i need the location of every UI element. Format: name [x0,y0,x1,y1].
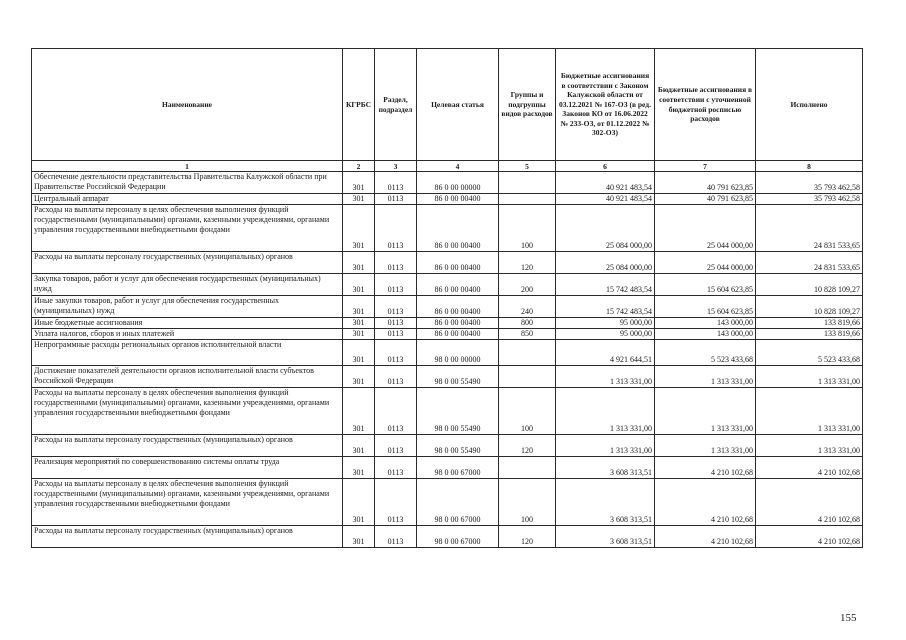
table-cell-group: 200 [499,274,556,296]
table-cell-kgrbs: 301 [343,205,375,252]
table-cell-executed: 133 819,66 [756,329,863,340]
table-cell-refined: 4 210 102,68 [655,479,756,526]
table-cell-kgrbs: 301 [343,366,375,388]
table-row [32,329,863,340]
table-cell-target: 86 0 00 00400 [417,205,499,252]
table-cell-section: 0113 [375,479,417,526]
table-row [32,435,863,457]
table-cell-name: Реализация мероприятий по совершенствованию системы оплаты труда [32,457,343,479]
table-cell-refined: 143 000,00 [655,318,756,329]
table-cell-executed: 4 210 102,68 [756,526,863,548]
table-cell-target: 98 0 00 55490 [417,366,499,388]
table-cell-kgrbs: 301 [343,274,375,296]
table-cell-name: Расходы на выплаты персоналу государственных (муниципальных) органов [32,526,343,548]
table-cell-law: 3 608 313,51 [556,526,655,548]
table-cell-section: 0113 [375,366,417,388]
header-kgrbs: КГРБС [343,49,375,161]
column-number: 3 [375,161,417,172]
table-cell-target: 86 0 00 00400 [417,274,499,296]
table-cell-section: 0113 [375,526,417,548]
table-cell-group: 800 [499,318,556,329]
table-cell-executed: 35 793 462,58 [756,194,863,205]
table-cell-law: 1 313 331,00 [556,366,655,388]
table-cell-refined: 1 313 331,00 [655,435,756,457]
table-row [32,479,863,526]
table-cell-refined: 25 044 000,00 [655,205,756,252]
table-cell-refined: 40 791 623,85 [655,194,756,205]
table-cell-target: 98 0 00 55490 [417,388,499,435]
table-cell-target: 86 0 00 00000 [417,172,499,194]
table-cell-group [499,172,556,194]
table-cell-law: 3 608 313,51 [556,479,655,526]
table-cell-law: 25 084 000,00 [556,252,655,274]
table-cell-section: 0113 [375,435,417,457]
table-cell-target: 98 0 00 55490 [417,435,499,457]
page-number: 155 [840,612,857,624]
table-cell-executed: 10 828 109,27 [756,274,863,296]
table-cell-group: 240 [499,296,556,318]
table-cell-executed: 24 831 533,65 [756,205,863,252]
table-row [32,172,863,194]
table-cell-executed: 133 819,66 [756,318,863,329]
table-cell-law: 3 608 313,51 [556,457,655,479]
column-number: 4 [417,161,499,172]
table-row [32,526,863,548]
table-cell-kgrbs: 301 [343,172,375,194]
table-cell-section: 0113 [375,194,417,205]
table-cell-refined: 1 313 331,00 [655,388,756,435]
table-row [32,296,863,318]
table-row [32,318,863,329]
table-cell-target: 86 0 00 00400 [417,329,499,340]
column-number-row [32,161,863,172]
table-cell-refined: 40 791 623,85 [655,172,756,194]
table-cell-name: Иные бюджетные ассигнования [32,318,343,329]
table-cell-section: 0113 [375,205,417,252]
table-cell-law: 95 000,00 [556,318,655,329]
table-cell-kgrbs: 301 [343,329,375,340]
table-row [32,457,863,479]
table-cell-kgrbs: 301 [343,526,375,548]
table-cell-name: Расходы на выплаты персоналу в целях обеспечения выполнения функций государственными (муниципальными) органами, казенными учреждениями, органами управления государственными внебюджетными фондами [32,205,343,252]
table-cell-refined: 4 210 102,68 [655,526,756,548]
header-refined-allocations: Бюджетные ассигнования в соответствии с уточненной бюджетной росписью расходов [655,49,756,161]
table-cell-executed: 4 210 102,68 [756,479,863,526]
table-cell-name: Закупка товаров, работ и услуг для обеспечения государственных (муниципальных) нужд [32,274,343,296]
table-row [32,205,863,252]
table-cell-section: 0113 [375,318,417,329]
table-cell-target: 98 0 00 67000 [417,457,499,479]
header-section: Раздел, подраздел [375,49,417,161]
table-cell-kgrbs: 301 [343,457,375,479]
table-cell-name: Иные закупки товаров, работ и услуг для обеспечения государственных (муниципальных) нужд [32,296,343,318]
table-cell-kgrbs: 301 [343,296,375,318]
table-cell-group: 100 [499,388,556,435]
table-cell-section: 0113 [375,252,417,274]
table-cell-executed: 1 313 331,00 [756,366,863,388]
table-cell-law: 1 313 331,00 [556,388,655,435]
table-cell-refined: 1 313 331,00 [655,366,756,388]
table-cell-section: 0113 [375,388,417,435]
table-cell-kgrbs: 301 [343,318,375,329]
table-cell-executed: 5 523 433,68 [756,340,863,366]
table-cell-executed: 35 793 462,58 [756,172,863,194]
table-cell-name: Достижение показателей деятельности органов исполнительной власти субъектов Российской Федерации [32,366,343,388]
column-number: 1 [32,161,343,172]
table-row [32,194,863,205]
table-cell-kgrbs: 301 [343,194,375,205]
table-cell-law: 4 921 644,51 [556,340,655,366]
table-cell-target: 98 0 00 00000 [417,340,499,366]
header-target: Целевая статья [417,49,499,161]
table-cell-refined: 15 604 623,85 [655,274,756,296]
table-cell-refined: 4 210 102,68 [655,457,756,479]
table-cell-name: Центральный аппарат [32,194,343,205]
table-cell-law: 95 000,00 [556,329,655,340]
table-cell-refined: 5 523 433,68 [655,340,756,366]
table-cell-section: 0113 [375,274,417,296]
table-cell-name: Расходы на выплаты персоналу в целях обеспечения выполнения функций государственными (муниципальными) органами, казенными учреждениями, органами управления государственными внебюджетными фондами [32,388,343,435]
table-cell-law: 1 313 331,00 [556,435,655,457]
table-cell-section: 0113 [375,457,417,479]
header-row [32,49,863,161]
table-row [32,274,863,296]
table-cell-section: 0113 [375,329,417,340]
table-cell-law: 15 742 483,54 [556,274,655,296]
header-law-allocations: Бюджетные ассигнования в соответствии с Законом Калужской области от 03.12.2021 № 167-ОЗ (в ред. Законов КО от 16.06.2022 № 233-ОЗ, от 01.12.2022 № 302-ОЗ) [556,49,655,161]
budget-table [31,48,863,548]
table-cell-executed: 24 831 533,65 [756,252,863,274]
table-cell-group: 120 [499,252,556,274]
table-cell-kgrbs: 301 [343,252,375,274]
table-cell-group: 100 [499,205,556,252]
table-cell-group: 120 [499,435,556,457]
table-cell-kgrbs: 301 [343,388,375,435]
table-cell-kgrbs: 301 [343,435,375,457]
table-cell-name: Уплата налогов, сборов и иных платежей [32,329,343,340]
table-cell-section: 0113 [375,340,417,366]
table-cell-refined: 143 000,00 [655,329,756,340]
table-cell-name: Обеспечение деятельности представительства Правительства Калужской области при Правительстве Российской Федерации [32,172,343,194]
table-cell-name: Непрограммные расходы региональных органов исполнительной власти [32,340,343,366]
table-cell-name: Расходы на выплаты персоналу государственных (муниципальных) органов [32,252,343,274]
table-cell-section: 0113 [375,296,417,318]
table-cell-target: 98 0 00 67000 [417,526,499,548]
table-cell-executed: 10 828 109,27 [756,296,863,318]
table-row [32,388,863,435]
table-cell-target: 86 0 00 00400 [417,194,499,205]
column-number: 5 [499,161,556,172]
column-number: 2 [343,161,375,172]
header-groups: Группы и подгруппы видов расходов [499,49,556,161]
table-cell-group [499,457,556,479]
table-row [32,340,863,366]
table-cell-target: 86 0 00 00400 [417,252,499,274]
table-cell-kgrbs: 301 [343,340,375,366]
table-cell-executed: 4 210 102,68 [756,457,863,479]
column-number: 6 [556,161,655,172]
table-cell-refined: 25 044 000,00 [655,252,756,274]
table-cell-target: 86 0 00 00400 [417,296,499,318]
table-cell-executed: 1 313 331,00 [756,388,863,435]
table-cell-law: 15 742 483,54 [556,296,655,318]
column-number: 7 [655,161,756,172]
table-cell-group [499,194,556,205]
table-row [32,252,863,274]
table-cell-law: 40 921 483,54 [556,194,655,205]
table-row [32,366,863,388]
table-cell-group [499,366,556,388]
table-cell-law: 25 084 000,00 [556,205,655,252]
table-cell-executed: 1 313 331,00 [756,435,863,457]
table-cell-group: 100 [499,479,556,526]
table-cell-section: 0113 [375,172,417,194]
table-cell-refined: 15 604 623,85 [655,296,756,318]
table-cell-target: 86 0 00 00400 [417,318,499,329]
table-cell-group: 850 [499,329,556,340]
table-cell-group: 120 [499,526,556,548]
header-name: Наименование [32,49,343,161]
table-cell-group [499,340,556,366]
table-cell-name: Расходы на выплаты персоналу в целях обеспечения выполнения функций государственными (муниципальными) органами, казенными учреждениями, органами управления государственными внебюджетными фондами [32,479,343,526]
table-cell-kgrbs: 301 [343,479,375,526]
table-cell-name: Расходы на выплаты персоналу государственных (муниципальных) органов [32,435,343,457]
header-executed: Исполнено [756,49,863,161]
table-cell-law: 40 921 483,54 [556,172,655,194]
column-number: 8 [756,161,863,172]
table-cell-target: 98 0 00 67000 [417,479,499,526]
